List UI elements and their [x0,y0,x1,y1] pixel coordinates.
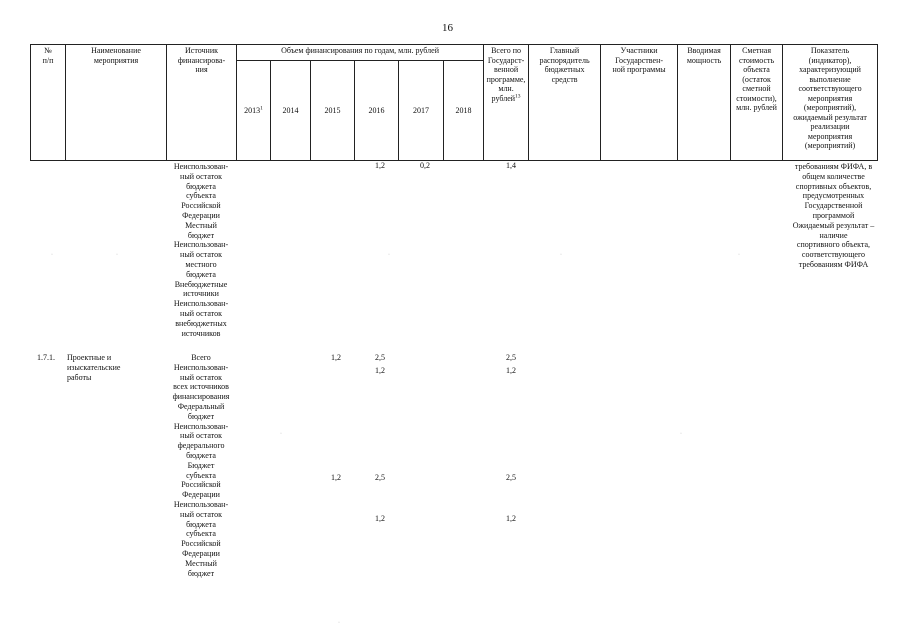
scan-speck: · [680,431,682,437]
block1-2017: 0,2 [420,161,430,170]
header-funding: Объем финансирования по годам, млн. рублей [237,45,484,61]
header-manager: Главный распорядитель бюджетных средств [529,45,601,161]
block2-total-total: 2,5 [506,353,516,362]
scan-speck: · [116,252,118,258]
block2-sources: Всего Неиспользован- ный остаток всех источников финансирования Федеральный бюджет Неиспользован- ный остаток федерального бюджета Бюджет субъекта Российской Федерации Неиспользован- ный остаток бюджета субъекта Российской Федерации Местный бюджет [172,353,230,578]
header-participants: Участники Государствен- ной программы [601,45,678,161]
block2-unused-subject-2016: 1,2 [375,514,385,523]
header-indicator: Показатель (индикатор), характеризующий выполнение соответствующего мероприятия (мероприятий), ожидаемый результат реализации мероприятия (мероприятий) [783,45,878,161]
block2-name: Проектные и изыскательские работы [67,353,121,382]
block1-sources: Неиспользован- ный остаток бюджета субъекта Российской Федерации Местный бюджет Неиспользован- ный остаток местного бюджета Внебюджетные источники Неиспользован- ный остаток внебюджетных источников [173,162,229,338]
header-year-2014: 2014 [271,61,311,161]
scan-speck: · [388,252,390,258]
scan-speck: · [51,252,53,258]
block1-2016: 1,2 [375,161,385,170]
header-year-2017: 2017 [399,61,444,161]
header-capacity: Вводимая мощность [678,45,731,161]
block2-unused-all-2016: 1,2 [375,366,385,375]
block2-num: 1.7.1. [37,353,55,362]
block1-indicator: требованиям ФИФА, в общем количестве спортивных объектов, предусмотренных Государственной программой Ожидаемый результат – наличие спортивного объекта, соответствующего требованиям ФИФА [792,162,875,269]
scan-speck: · [338,620,340,626]
scan-speck: · [280,431,282,437]
header-num: № п/п [31,45,66,161]
header-total: Всего по Государст- венной программе, млн. рублей$^{13}$ [484,45,529,161]
block2-total-2015: 1,2 [331,353,341,362]
header-year-2016: 2016 [355,61,399,161]
block1-total: 1,4 [506,161,516,170]
block2-total-2016: 2,5 [375,353,385,362]
scan-speck: · [560,252,562,258]
page-number: 16 [442,22,453,34]
block2-subject-2016: 2,5 [375,473,385,482]
header-name: Наименование мероприятия [66,45,167,161]
scan-speck: · [738,252,740,258]
header-source: Источник финансирова- ния [167,45,237,161]
header-year-2013: 2013$^1$ [237,61,271,161]
block2-unused-subject-total: 1,2 [506,514,516,523]
header-estimate: Сметная стоимость объекта (остаток сметной стоимости), млн. рублей [731,45,783,161]
block2-subject-total: 2,5 [506,473,516,482]
block2-unused-all-total: 1,2 [506,366,516,375]
block2-subject-2015: 1,2 [331,473,341,482]
header-year-2015: 2015 [311,61,355,161]
header-year-2018: 2018 [444,61,484,161]
